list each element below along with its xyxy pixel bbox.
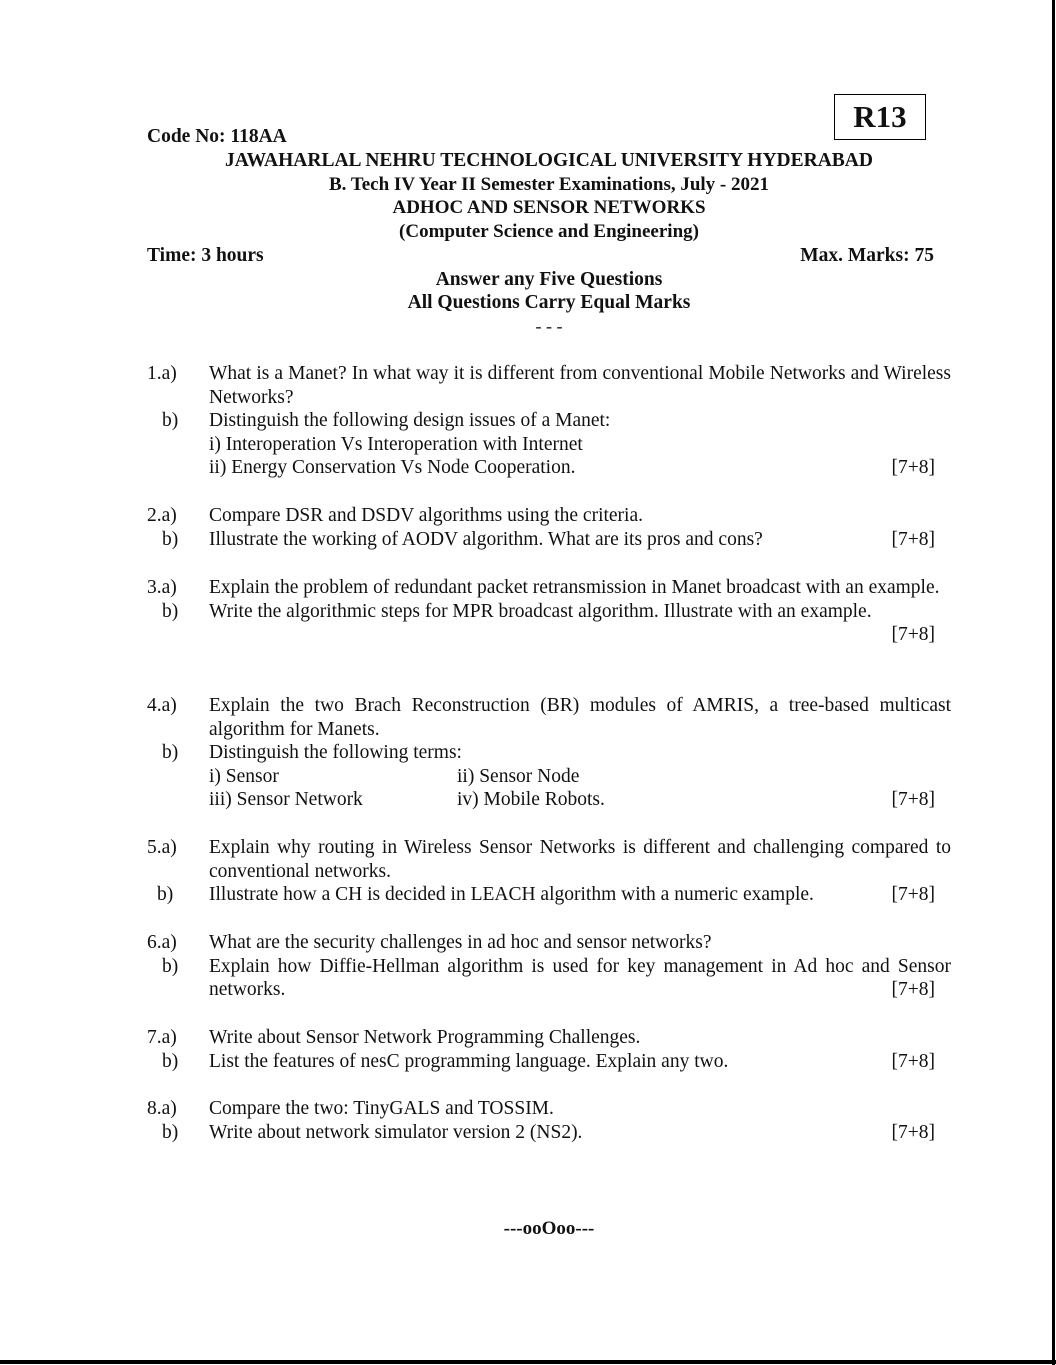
question-label: b) <box>162 600 179 622</box>
question-text: Write about Sensor Network Programming Challenges. <box>209 1027 641 1048</box>
question-text: Compare the two: TinyGALS and TOSSIM. <box>209 1098 554 1119</box>
term-item: iv) Mobile Robots. <box>457 789 605 811</box>
question-text: Distinguish the following terms: <box>209 742 462 764</box>
question-text: Illustrate the working of AODV algorithm. What are its pros and cons? <box>209 528 763 550</box>
question-subitem: ii) Energy Conservation Vs Node Cooperation. <box>209 457 576 479</box>
question-label: 4.a) <box>147 695 177 716</box>
question-marks: [7+8] <box>891 624 935 646</box>
max-marks: Max. Marks: 75 <box>800 245 934 266</box>
page-edge-right <box>1052 0 1055 1365</box>
end-marker: ---ooOoo--- <box>503 1218 595 1239</box>
question-8 <box>147 1097 951 1144</box>
question-text: Illustrate how a CH is decided in LEACH algorithm with a numeric example. <box>209 884 814 906</box>
subject-title: ADHOC AND SENSOR NETWORKS <box>392 197 706 218</box>
term-item: i) Sensor <box>209 765 279 787</box>
question-marks: [7+8] <box>891 789 935 811</box>
question-text: What is a Manet? In what way it is different from conventional Mobile Networks and Wireless Networks? <box>209 363 951 408</box>
question-label: b) <box>162 528 179 550</box>
term-item: iii) Sensor Network <box>209 789 363 811</box>
question-label: b) <box>162 742 179 764</box>
question-text: Compare DSR and DSDV algorithms using the criteria. <box>209 505 643 526</box>
question-label: b) <box>162 410 179 432</box>
question-label: b) <box>162 955 179 977</box>
question-label: 6.a) <box>147 932 177 953</box>
question-5 <box>147 836 951 907</box>
question-text: Write the algorithmic steps for MPR broadcast algorithm. Illustrate with an example. <box>209 600 872 622</box>
term-item: ii) Sensor Node <box>457 765 580 787</box>
question-text: Explain the two Brach Reconstruction (BR) modules of AMRIS, a tree-based multicast algorithm for Manets. <box>209 695 951 740</box>
question-6 <box>147 931 951 1002</box>
header-separator: - - - <box>535 316 563 336</box>
page-edge-bottom <box>0 1360 1056 1364</box>
question-label: 7.a) <box>147 1027 177 1048</box>
question-label: 8.a) <box>147 1098 177 1119</box>
question-label: b) <box>162 1050 179 1072</box>
question-4 <box>147 694 951 812</box>
exam-title: B. Tech IV Year II Semester Examinations, July - 2021 <box>328 174 770 195</box>
question-marks: [7+8] <box>891 457 935 479</box>
instruction-answer-five: Answer any Five Questions <box>435 269 663 290</box>
question-label: 5.a) <box>147 837 177 858</box>
question-marks: [7+8] <box>891 979 935 1001</box>
question-marks: [7+8] <box>891 1050 935 1072</box>
question-label: 3.a) <box>147 577 177 598</box>
question-3 <box>147 576 951 647</box>
exam-duration: Time: 3 hours <box>147 245 264 266</box>
question-text: Explain how Diffie-Hellman algorithm is used for key management in Ad hoc and Sensor networks. <box>209 955 951 1001</box>
question-text: Distinguish the following design issues of a Manet: <box>209 410 611 432</box>
question-label: 2.a) <box>147 505 177 526</box>
university-name: JAWAHARLAL NEHRU TECHNOLOGICAL UNIVERSITY HYDERABAD <box>225 150 873 171</box>
question-text: Write about network simulator version 2 (NS2). <box>209 1121 583 1143</box>
question-label: b) <box>162 1121 179 1143</box>
instruction-equal-marks: All Questions Carry Equal Marks <box>407 292 691 313</box>
regulation-badge: R13 <box>834 94 926 140</box>
question-label: b) <box>157 884 174 906</box>
question-7 <box>147 1026 951 1073</box>
question-1 <box>147 362 951 480</box>
question-marks: [7+8] <box>891 1121 935 1143</box>
code-number: Code No: 118AA <box>147 126 287 147</box>
question-text: List the features of nesC programming language. Explain any two. <box>209 1050 729 1072</box>
question-marks: [7+8] <box>891 528 935 550</box>
branch-title: (Computer Science and Engineering) <box>399 221 699 242</box>
question-text: What are the security challenges in ad hoc and sensor networks? <box>209 932 712 953</box>
question-marks: [7+8] <box>891 884 935 906</box>
question-2 <box>147 504 951 551</box>
question-label: 1.a) <box>147 363 177 384</box>
question-text: Explain why routing in Wireless Sensor Networks is different and challenging compared to conventional networks. <box>209 837 951 882</box>
question-text: Explain the problem of redundant packet retransmission in Manet broadcast with an example. <box>209 577 940 598</box>
question-subitem: i) Interoperation Vs Interoperation with Internet <box>209 433 583 455</box>
